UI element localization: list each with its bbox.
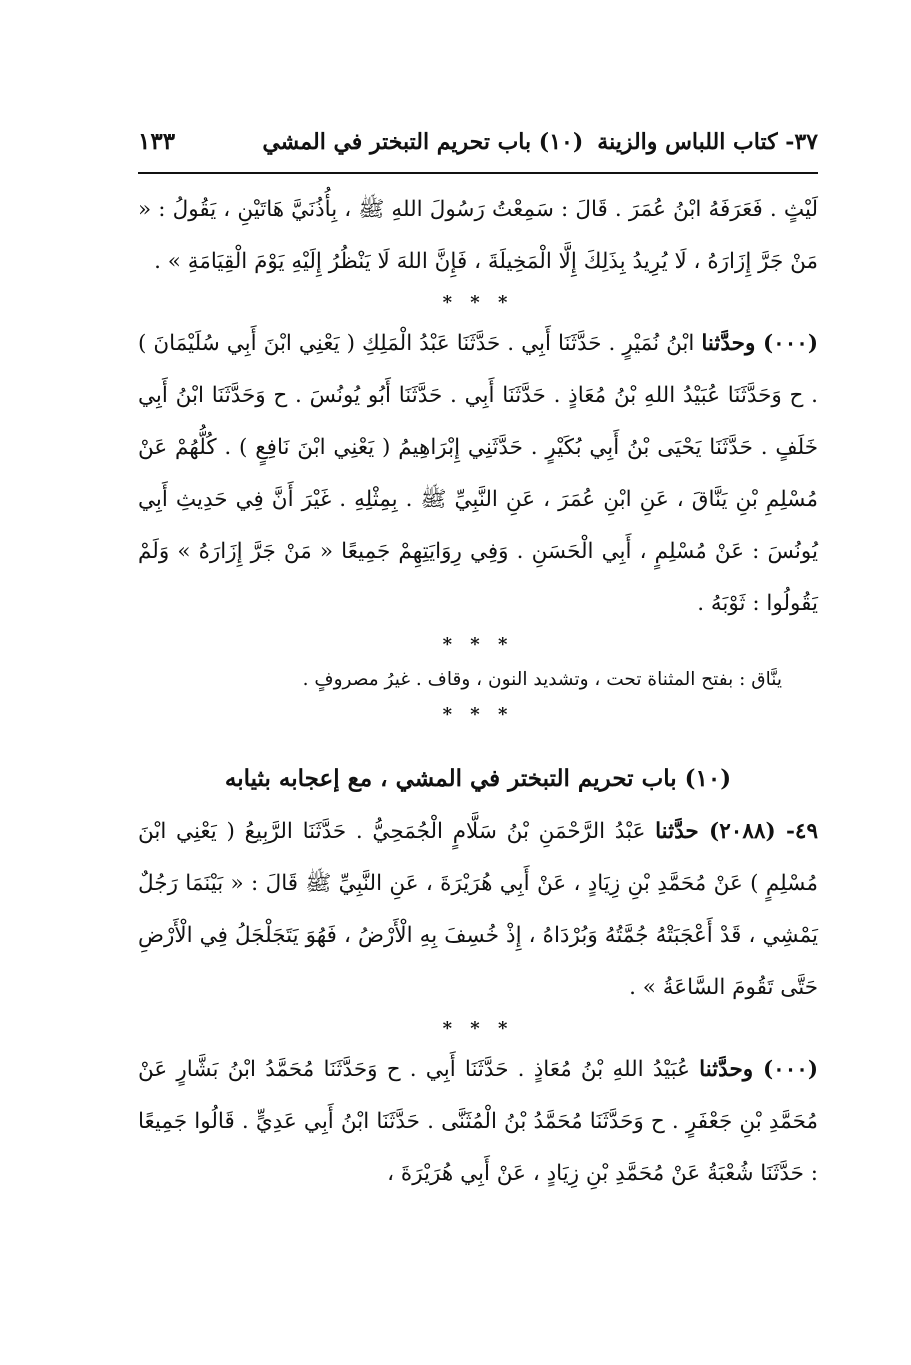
book-title: ٣٧- كتاب اللباس والزينة [597,129,818,155]
hadith-text: عَبْدُ الرَّحْمَنِ بْنُ سَلَّامٍ الْجُمَحِيُّ . حَدَّثَنَا الرَّبِيعُ ( يَعْنِي ابْنَ مُسْلِمٍ ) عَنْ مُحَمَّدِ بْنِ زِيَادٍ ، عَنْ أَبِي هُرَيْرَةَ ، عَنِ النَّبِيِّ ﷺ قَالَ : « بَيْنَمَا رَجُلٌ يَمْشِي ، قَدْ أَعْجَبَتْهُ جُمَّتُهُ وَبُرْدَاهُ ، إِذْ خُسِفَ بِهِ الْأَرْضُ ، فَهُوَ يَتَجَلْجَلُ فِي الْأَرْضِ حَتَّى تَقُومَ السَّاعَةُ » . [138,819,818,1000]
hadith-number-label: (٠٠٠) وحدَّثنا [699,1057,818,1082]
hadith-continuation: لَيْثٍ . فَعَرَفَهُ ابْنُ عُمَرَ . قَالَ : سَمِعْتُ رَسُولَ اللهِ ﷺ ، بِأُذُنَيَّ هَاتَيْنِ ، يَقُولُ : « مَنْ جَرَّ إِزَارَهُ ، لَا يُرِيدُ بِذَلِكَ إِلَّا الْمَخِيلَةَ ، فَإِنَّ اللهَ لَا يَنْظُرُ إِلَيْهِ يَوْمَ الْقِيَامَةِ » . [138,197,818,274]
hadith-variant-block [138,318,818,630]
header-rule [138,172,818,174]
separator-stars: * * * [442,704,514,725]
running-title [262,129,818,155]
separator-stars: * * * [442,292,514,313]
hadith-text: ابْنُ نُمَيْرٍ . حَدَّثَنَا أَبِي . حَدَّثَنَا عَبْدُ الْمَلِكِ ( يَعْنِي ابْنَ أَبِي سُلَيْمَانَ ) . ح وَحَدَّثَنَا عُبَيْدُ اللهِ بْنُ مُعَاذٍ . حَدَّثَنَا أَبِي . حَدَّثَنَا أَبُو يُونُسَ . ح وَحَدَّثَنَا ابْنُ أَبِي خَلَفٍ . حَدَّثَنَا يَحْيَى بْنُ أَبِي بُكَيْرٍ . حَدَّثَنِي إِبْرَاهِيمُ ( يَعْنِي ابْنَ نَافِعٍ ) . كُلُّهُمْ عَنْ مُسْلِمِ بْنِ يَنَّاقَ ، عَنِ ابْنِ عُمَرَ ، عَنِ النَّبِيِّ ﷺ . بِمِثْلِهِ . غَيْرَ أَنَّ فِي حَدِيثِ أَبِي يُونُسَ : عَنْ مُسْلِمٍ ، أَبِي الْحَسَنِ . وَفِي رِوَايَتِهِمْ جَمِيعًا « مَنْ جَرَّ إِزَارَهُ » وَلَمْ يَقُولُوا : ثَوْبَهُ . [138,331,818,616]
hadith-49-block [138,806,818,1014]
separator-stars: * * * [442,634,514,655]
separator-stars: * * * [442,1018,514,1039]
hadith-variant-block [138,1044,818,1200]
page-number: ١٣٣ [138,128,176,155]
page-header [138,128,818,172]
hadith-number-label: (٠٠٠) وحدَّثنا [701,331,818,356]
chapter-title: (١٠) باب تحريم التبختر في المشي [262,129,584,155]
hadith-number-label: ٤٩- (٢٠٨٨) حدَّثنا [655,819,818,844]
chapter-heading: (١٠) باب تحريم التبختر في المشي ، مع إعجابه بثيابه [224,765,732,792]
explanatory-note: ينَّاق : بفتح المثناة تحت ، وتشديد النون ، وقاف . غيرُ مصروفٍ . [302,669,782,690]
book-page [138,128,818,1200]
hadith-text: عُبَيْدُ اللهِ بْنُ مُعَاذٍ . حَدَّثَنَا أَبِي . ح وَحَدَّثَنَا مُحَمَّدُ ابْنُ بَشَّارٍ عَنْ مُحَمَّدِ بْنِ جَعْفَرٍ . ح وَحَدَّثَنَا مُحَمَّدُ بْنُ الْمُثَنَّى . حَدَّثَنَا ابْنُ أَبِي عَدِيٍّ . قَالُوا جَمِيعًا : حَدَّثَنَا شُعْبَةُ عَنْ مُحَمَّدِ بْنِ زِيَادٍ ، عَنْ أَبِي هُرَيْرَةَ ، [138,1057,818,1186]
